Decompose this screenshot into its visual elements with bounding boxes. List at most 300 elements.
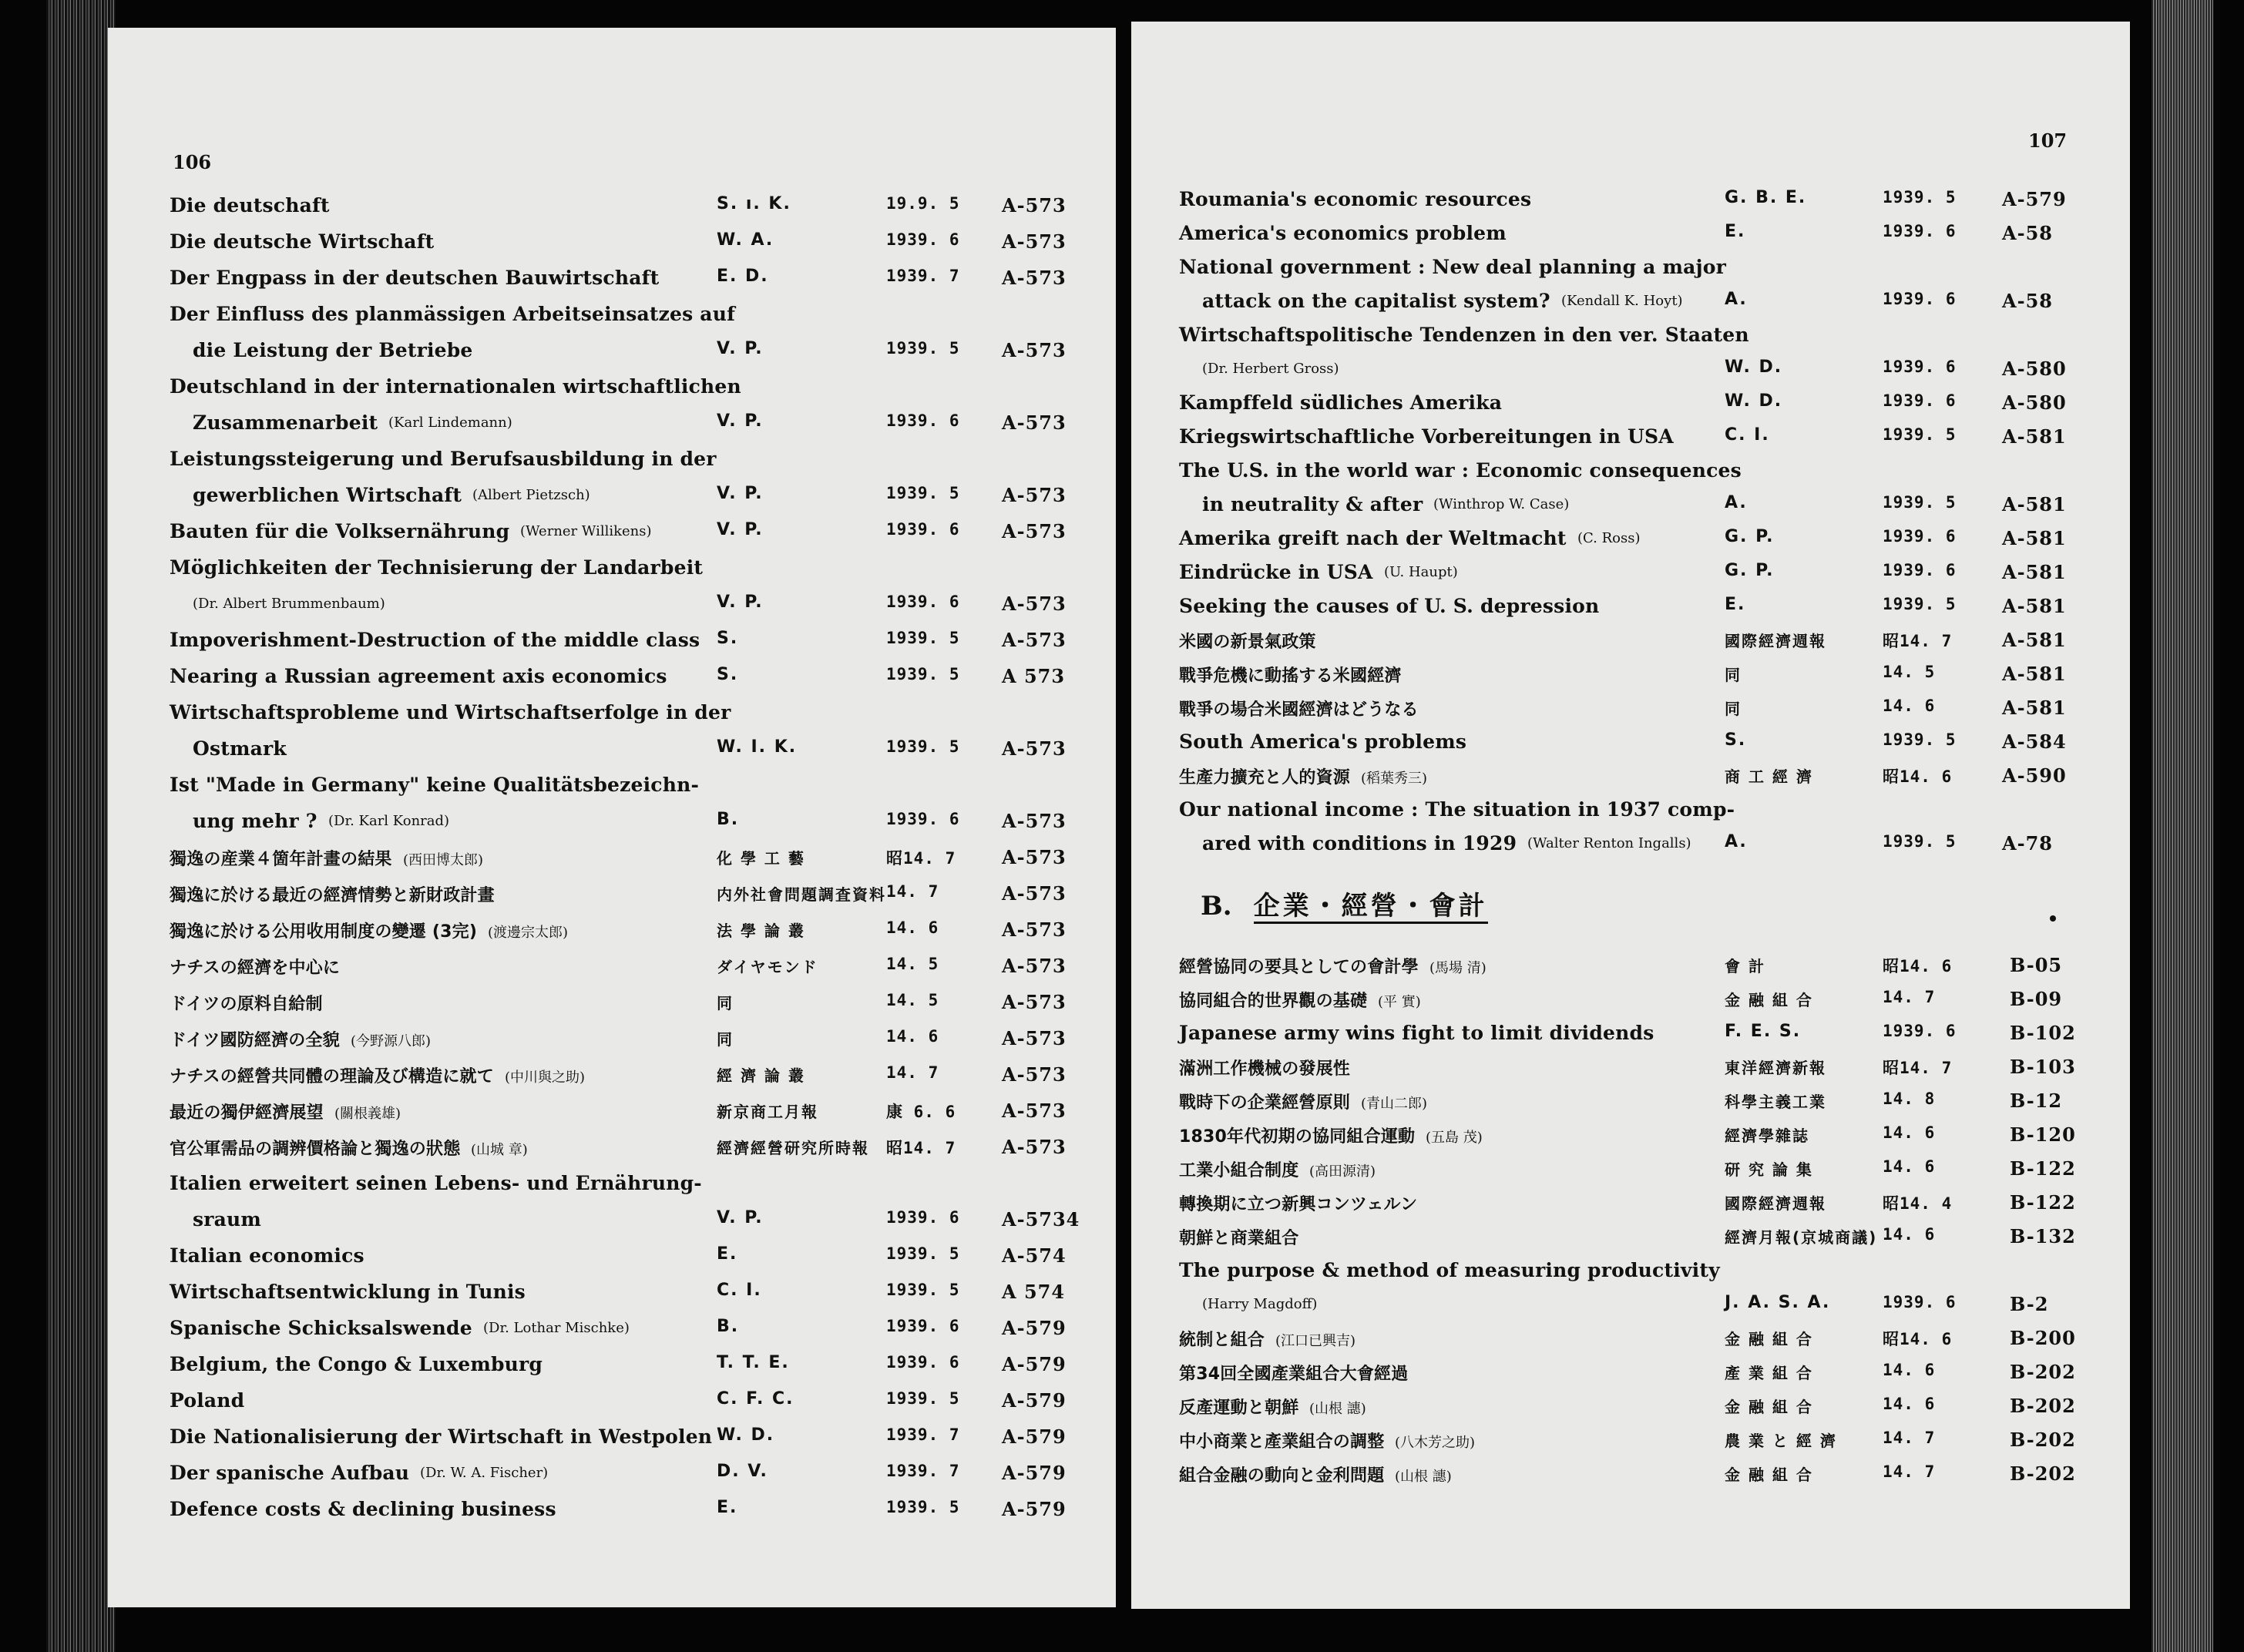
entry-title: Ostmark: [193, 737, 287, 760]
entry-date: 1939. 6: [886, 593, 960, 611]
entry-row: [1131, 222, 2130, 253]
entry-source: 金 融 組 合: [1725, 991, 1813, 1009]
entry-title: Poland: [170, 1389, 245, 1412]
entry-row: [108, 665, 1116, 696]
entry-source: 經濟經營研究所時報: [717, 1139, 869, 1157]
entry-code: B-12: [2010, 1090, 2063, 1112]
entry-date: 1939. 5: [886, 1498, 960, 1516]
entry-row: [108, 1136, 1116, 1167]
entry-row: [1131, 663, 2130, 693]
entry-code: A-581: [2002, 697, 2067, 719]
entry-row: [108, 339, 1116, 370]
entry-row: [108, 520, 1116, 551]
entry-title: Roumania's economic resources: [1179, 188, 1532, 210]
entry-row: [108, 1425, 1116, 1456]
entry-source: B.: [717, 1317, 740, 1336]
entry-title: Spanische Schicksalswende: [170, 1317, 472, 1339]
entry-date: 14. 6: [1883, 1361, 1936, 1379]
entry-code: B-202: [2010, 1462, 2076, 1485]
entry-source: S.: [717, 665, 739, 684]
entry-title: Wirtschaftsentwicklung in Tunis: [170, 1281, 526, 1303]
entry-author: (八木芳之助): [1395, 1435, 1476, 1451]
entry-code: A-581: [2002, 595, 2067, 617]
entry-title: ung mehr ?: [193, 810, 317, 832]
entry-row: [108, 484, 1116, 515]
entry-date: 昭14. 7: [1883, 632, 1953, 650]
entry-row: [1131, 358, 2130, 388]
entry-title: 獨逸の産業４箇年計畫の結果: [170, 850, 392, 869]
entry-title: 生產力擴充と人的資源: [1179, 768, 1351, 787]
entry-source: 經濟學雜誌: [1725, 1127, 1809, 1145]
entry-author: (Dr. Herbert Gross): [1202, 361, 1339, 377]
entry-row: [108, 1208, 1116, 1239]
entry-row: [108, 701, 1116, 732]
entry-date: 1939. 6: [886, 810, 960, 828]
entry-date: 14. 6: [1883, 697, 1936, 715]
entry-title: 中小商業と產業組合の調整: [1179, 1432, 1385, 1452]
entry-source: V. P.: [717, 1208, 764, 1227]
entry-title: Seeking the causes of U. S. depression: [1179, 595, 1600, 617]
entry-title: Wirtschaftsprobleme und Wirtschaftserfolge in der: [170, 701, 731, 724]
entry-date: 1939. 6: [1883, 358, 1957, 376]
entry-date: 1939. 6: [1883, 222, 1957, 240]
entry-date: 14. 5: [886, 955, 939, 973]
entry-row: [108, 1027, 1116, 1058]
entry-author: (Dr. Karl Konrad): [328, 813, 450, 829]
page-number: 106: [173, 151, 212, 173]
entry-code: A-581: [2002, 527, 2067, 549]
entry-row: [1131, 832, 2130, 863]
entry-source: V. P.: [717, 520, 764, 539]
entry-date: 14. 7: [1883, 1462, 1936, 1481]
entry-title: 最近の獨伊經濟展望: [170, 1103, 324, 1123]
entry-date: 1939. 6: [886, 1317, 960, 1335]
entry-row: [1131, 1090, 2130, 1120]
entry-source: C. F. C.: [717, 1389, 794, 1409]
entry-code: A-573: [1002, 1136, 1067, 1158]
entry-title: attack on the capitalist system?: [1202, 290, 1550, 312]
entry-row: [1131, 1022, 2130, 1053]
entry-title: 轉換期に立つ新興コンツェルン: [1179, 1195, 1418, 1214]
entry-title: Zusammenarbeit: [193, 411, 378, 434]
entry-author: (西田博太郎): [403, 852, 484, 868]
entry-title: 戰爭危機に動搖する米國經濟: [1179, 667, 1402, 686]
entry-code: B-202: [2010, 1361, 2076, 1383]
entry-row: [108, 918, 1116, 949]
entry-source: G. P.: [1725, 527, 1775, 546]
entry-code: A-573: [1002, 230, 1067, 253]
entry-code: A-573: [1002, 1100, 1067, 1122]
entry-title: 組合金融の動向と金利問題: [1179, 1466, 1385, 1486]
entry-source: A.: [1725, 493, 1748, 512]
entry-source: 新京商工月報: [717, 1103, 818, 1121]
entry-code: B-09: [2010, 988, 2063, 1010]
entry-row: [1131, 798, 2130, 829]
entry-title: 第34回全國產業組合大會經過: [1179, 1365, 1409, 1384]
entry-date: 1939. 5: [1883, 832, 1957, 851]
entry-row: [108, 955, 1116, 985]
entry-title: Our national income : The situation in 1937 comp-: [1179, 798, 1735, 821]
entry-title: National government : New deal planning a major: [1179, 256, 1726, 278]
entry-date: 昭14. 7: [1883, 1059, 1953, 1077]
entry-code: A-573: [1002, 411, 1067, 434]
entry-author: (山城 章): [471, 1142, 528, 1158]
entry-code: A-58: [2002, 222, 2053, 244]
entry-code: A-573: [1002, 882, 1067, 905]
entry-code: A 574: [1002, 1281, 1066, 1303]
entry-code: A-579: [2002, 188, 2067, 210]
entry-title: Kriegswirtschaftliche Vorbereitungen in USA: [1179, 425, 1674, 448]
entry-date: 14. 5: [886, 991, 939, 1009]
entry-date: 1939. 5: [886, 629, 960, 647]
entry-title: Bauten für die Volksernährung: [170, 520, 510, 542]
entry-code: A-573: [1002, 991, 1067, 1013]
entry-code: A-573: [1002, 918, 1067, 941]
section-letter: B.: [1201, 891, 1232, 922]
entry-source: V. P.: [717, 593, 764, 612]
entry-date: 1939. 5: [1883, 493, 1957, 512]
entry-code: A-573: [1002, 846, 1067, 868]
entry-row: [1131, 730, 2130, 761]
entry-code: A-584: [2002, 730, 2067, 753]
entry-author: (今野源八郎): [351, 1033, 432, 1049]
entry-source: B.: [717, 810, 740, 829]
entry-date: 1939. 6: [1883, 1022, 1957, 1040]
entry-date: 1939. 5: [1883, 595, 1957, 613]
entry-author: (C. Ross): [1577, 530, 1641, 546]
entry-row: [1131, 1361, 2130, 1392]
entry-code: B-122: [2010, 1157, 2076, 1180]
entry-row: [108, 1172, 1116, 1203]
entry-row: [108, 593, 1116, 623]
entry-author: (馬場 清): [1429, 960, 1486, 976]
entry-code: A-579: [1002, 1353, 1067, 1375]
entry-title: The purpose & method of measuring productivity: [1179, 1259, 1720, 1281]
entry-source: E.: [1725, 222, 1746, 241]
entry-source: C. I.: [717, 1281, 762, 1300]
entry-author: (Kendall K. Hoyt): [1561, 293, 1683, 309]
entry-title: Wirtschaftspolitische Tendenzen in den ver. Staaten: [1179, 324, 1749, 346]
entry-code: A-573: [1002, 267, 1067, 289]
entry-row: [108, 230, 1116, 261]
entry-source: 研 究 論 集: [1725, 1160, 1813, 1179]
entry-row: [108, 375, 1116, 406]
entry-title: Amerika greift nach der Weltmacht: [1179, 527, 1567, 549]
page-number: 107: [2028, 129, 2068, 152]
entry-source: A.: [1725, 832, 1748, 851]
entry-source: 金 融 組 合: [1725, 1466, 1813, 1484]
entry-source: 經 濟 論 叢: [717, 1066, 805, 1085]
entry-code: A-573: [1002, 484, 1067, 506]
entry-source: W. D.: [1725, 391, 1783, 411]
entry-title: Italian economics: [170, 1244, 364, 1267]
entry-code: A-573: [1002, 737, 1067, 760]
entry-author: (U. Haupt): [1384, 564, 1458, 580]
entry-source: 產 業 組 合: [1725, 1364, 1813, 1382]
entry-date: 1939. 5: [886, 484, 960, 502]
entry-date: 14. 7: [886, 1063, 939, 1082]
entry-row: [108, 1244, 1116, 1275]
entry-row: [1131, 1191, 2130, 1222]
entry-code: A-574: [1002, 1244, 1067, 1267]
entry-source: F. E. S.: [1725, 1022, 1802, 1041]
right-page-edges: [2152, 0, 2213, 1652]
entry-code: A-579: [1002, 1462, 1067, 1484]
entry-author: (山根 譓): [1395, 1469, 1452, 1485]
entry-row: [1131, 595, 2130, 626]
entry-date: 14. 6: [1883, 1225, 1936, 1244]
entry-row: [108, 1317, 1116, 1348]
entry-title: Der spanische Aufbau: [170, 1462, 410, 1484]
entry-date: 14. 7: [886, 882, 939, 901]
entry-date: 1939. 5: [886, 665, 960, 683]
entry-code: A-579: [1002, 1389, 1067, 1412]
entry-row: [1131, 1123, 2130, 1154]
entry-title: 協同組合的世界觀の基礎: [1179, 992, 1368, 1011]
entry-title: Der Engpass in der deutschen Bauwirtschaft: [170, 267, 660, 289]
entry-author: (五島 茂): [1426, 1130, 1483, 1146]
entry-title: Die deutsche Wirtschaft: [170, 230, 435, 253]
entry-code: A-573: [1002, 810, 1067, 832]
entry-date: 1939. 6: [1883, 290, 1957, 308]
entry-title: Die Nationalisierung der Wirtschaft in Westpolen: [170, 1425, 713, 1448]
entry-code: B-202: [2010, 1429, 2076, 1451]
entry-date: 1939. 6: [886, 411, 960, 430]
entry-source: J. A. S. A.: [1725, 1293, 1831, 1312]
entry-source: S.: [1725, 730, 1747, 750]
entry-author: (高田源清): [1309, 1163, 1376, 1180]
entry-title: 經營協同の要具としての會計學: [1179, 958, 1419, 977]
entry-date: 1939. 6: [886, 1353, 960, 1372]
entry-title: Die deutschaft: [170, 194, 330, 217]
entry-source: ダイヤモンド: [717, 958, 818, 976]
entry-date: 14. 6: [886, 918, 939, 937]
entry-title: 滿洲工作機械の發展性: [1179, 1059, 1351, 1079]
entry-title: ドイツの原料自給制: [170, 995, 323, 1014]
entry-code: B-202: [2010, 1395, 2076, 1417]
entry-source: 金 融 組 合: [1725, 1330, 1813, 1348]
entry-source: 國際經濟週報: [1725, 1194, 1826, 1213]
entry-code: A-573: [1002, 1063, 1067, 1086]
entry-row: [1131, 629, 2130, 660]
entry-title: South America's problems: [1179, 730, 1467, 753]
entry-code: A-581: [2002, 629, 2067, 651]
entry-title: Möglichkeiten der Technisierung der Landarbeit: [170, 556, 704, 579]
entry-date: 1939. 5: [1883, 188, 1957, 206]
entry-date: 14. 6: [1883, 1157, 1936, 1176]
entry-title: Nearing a Russian agreement axis economics: [170, 665, 667, 687]
entry-code: B-122: [2010, 1191, 2076, 1214]
entry-source: V. P.: [717, 411, 764, 431]
entry-title: The U.S. in the world war : Economic consequences: [1179, 459, 1742, 482]
entry-row: [108, 448, 1116, 478]
entry-code: A-573: [1002, 1027, 1067, 1049]
entry-title: 獨逸に於ける公用收用制度の變遷 (3完): [170, 922, 478, 942]
entry-row: [108, 411, 1116, 442]
left-page: [108, 28, 1116, 1607]
entry-title: Der Einfluss des planmässigen Arbeitseinsatzes auf: [170, 303, 736, 325]
right-page: [1131, 22, 2130, 1609]
entry-code: B-132: [2010, 1225, 2076, 1247]
entry-code: A-78: [2002, 832, 2053, 855]
entry-code: A-580: [2002, 358, 2067, 380]
entry-author: (江口已興吉): [1275, 1333, 1356, 1349]
entry-date: 1939. 5: [1883, 425, 1957, 444]
entry-title: Leistungssteigerung und Berufsausbildung in der: [170, 448, 717, 470]
entry-source: 商 工 經 濟: [1725, 767, 1813, 786]
entry-row: [1131, 697, 2130, 727]
entry-code: A-573: [1002, 955, 1067, 977]
entry-row: [1131, 527, 2130, 558]
entry-code: A-573: [1002, 339, 1067, 361]
entry-title: ドイツ國防經濟の全貌: [170, 1031, 340, 1050]
entry-row: [1131, 256, 2130, 287]
entry-row: [1131, 1462, 2130, 1493]
entry-date: 1939. 6: [886, 230, 960, 249]
entry-row: [1131, 459, 2130, 490]
entry-row: [108, 629, 1116, 660]
entry-source: 法 學 論 叢: [717, 922, 805, 940]
entry-author: (平 實): [1378, 994, 1421, 1010]
margin-dot: [2050, 915, 2056, 922]
entry-source: D. V.: [717, 1462, 768, 1481]
entry-author: (Walter Renton Ingalls): [1527, 835, 1691, 851]
entry-title: Italien erweitert seinen Lebens- und Ernährung-: [170, 1172, 702, 1194]
entry-date: 昭14. 4: [1883, 1194, 1953, 1213]
entry-row: [1131, 954, 2130, 985]
entry-title: 戰爭の場合米國經濟はどうなる: [1179, 700, 1419, 720]
entry-source: E.: [1725, 595, 1746, 614]
entry-author: (Albert Pietzsch): [472, 487, 590, 503]
entry-row: [108, 1100, 1116, 1130]
entry-date: 1939. 7: [886, 1425, 960, 1444]
entry-author: (稻葉秀三): [1361, 771, 1428, 787]
entry-code: A-58: [2002, 290, 2053, 312]
entry-code: B-2: [2010, 1293, 2049, 1315]
entry-row: [108, 267, 1116, 297]
entry-title: Deutschland in der internationalen wirtschaftlichen: [170, 375, 741, 398]
entry-title: 官公軍需品の調辨價格論と獨逸の狀態: [170, 1140, 461, 1159]
entry-source: V. P.: [717, 339, 764, 358]
entry-code: A-573: [1002, 593, 1067, 615]
entry-source: 國際經濟週報: [1725, 632, 1826, 650]
entry-title: Impoverishment-Destruction of the middle class: [170, 629, 700, 651]
entry-author: (Winthrop W. Case): [1433, 496, 1570, 512]
entry-row: [1131, 561, 2130, 592]
entry-source: G. B. E.: [1725, 188, 1807, 207]
entry-row: [1131, 324, 2130, 354]
entry-source: 科學主義工業: [1725, 1093, 1826, 1111]
entry-title: 朝鮮と商業組合: [1179, 1229, 1299, 1248]
entry-code: A-579: [1002, 1498, 1067, 1520]
entry-date: 1939. 5: [886, 1244, 960, 1263]
entry-source: 化 學 工 藝: [717, 849, 805, 868]
entry-code: A-581: [2002, 663, 2067, 685]
entry-source: G. P.: [1725, 561, 1775, 580]
entry-source: 同: [1725, 666, 1742, 684]
entry-author: (青山二郎): [1361, 1096, 1428, 1112]
entry-row: [1131, 188, 2130, 219]
entry-date: 14. 5: [1883, 663, 1936, 681]
entry-code: A-581: [2002, 561, 2067, 583]
entry-source: C. I.: [1725, 425, 1770, 445]
entry-row: [108, 1498, 1116, 1529]
entry-row: [108, 1353, 1116, 1384]
entry-code: B-05: [2010, 954, 2063, 976]
entry-title: America's economics problem: [1179, 222, 1507, 244]
entry-date: 昭14. 6: [1883, 1330, 1953, 1348]
entry-date: 1939. 7: [886, 267, 960, 285]
entry-source: 同: [1725, 700, 1742, 718]
left-page-edges: [46, 0, 116, 1652]
entry-date: 1939. 6: [1883, 561, 1957, 579]
section-heading: [1201, 885, 1488, 922]
entry-author: (Dr. Albert Brummenbaum): [193, 596, 385, 612]
entry-source: V. P.: [717, 484, 764, 503]
entry-author: (Dr. Lothar Mischke): [483, 1320, 630, 1336]
entry-title: sraum: [193, 1208, 262, 1231]
entry-source: 同: [717, 1030, 734, 1049]
entry-author: (Karl Lindemann): [388, 415, 512, 431]
entry-row: [108, 810, 1116, 841]
entry-title: ナチスの經營共同體の理論及び構造に就て: [170, 1067, 494, 1086]
entry-row: [108, 194, 1116, 225]
entry-author: (Werner Willikens): [520, 523, 652, 539]
entry-date: 1939. 6: [1883, 391, 1957, 410]
entry-row: [1131, 493, 2130, 524]
entry-code: A-581: [2002, 425, 2067, 448]
entry-code: A-573: [1002, 629, 1067, 651]
entry-date: 14. 7: [1883, 988, 1936, 1006]
entry-date: 1939. 5: [886, 1389, 960, 1408]
entry-source: E.: [717, 1498, 738, 1517]
entry-date: 昭14. 6: [1883, 767, 1953, 786]
entry-row: [108, 303, 1116, 334]
entry-title: 統制と組合: [1179, 1331, 1265, 1350]
entry-title: Kampffeld südliches Amerika: [1179, 391, 1503, 414]
entry-author: (Harry Magdoff): [1202, 1296, 1318, 1312]
entry-row: [1131, 1225, 2130, 1256]
entry-code: A 573: [1002, 665, 1066, 687]
entry-title: gewerblichen Wirtschaft: [193, 484, 462, 506]
entry-code: A-5734: [1002, 1208, 1080, 1231]
entry-title: Japanese army wins fight to limit dividends: [1179, 1022, 1654, 1044]
entry-date: 1939. 5: [886, 339, 960, 358]
entry-date: 14. 6: [886, 1027, 939, 1046]
entry-row: [108, 846, 1116, 877]
entry-title: 工業小組合制度: [1179, 1161, 1299, 1180]
entry-author: (中川與之助): [505, 1069, 586, 1086]
entry-date: 昭14. 7: [886, 849, 956, 868]
entry-row: [1131, 1395, 2130, 1425]
entry-row: [1131, 391, 2130, 422]
entry-title: Belgium, the Congo & Luxemburg: [170, 1353, 543, 1375]
entry-source: S. ı. K.: [717, 194, 791, 213]
entry-row: [1131, 1293, 2130, 1324]
entry-code: A-579: [1002, 1317, 1067, 1339]
entry-date: 昭14. 7: [886, 1139, 956, 1157]
entry-source: 金 融 組 合: [1725, 1398, 1813, 1416]
entry-row: [1131, 1056, 2130, 1086]
entry-code: A-580: [2002, 391, 2067, 414]
entry-row: [108, 1281, 1116, 1311]
entry-code: B-200: [2010, 1327, 2076, 1349]
entry-date: 昭14. 6: [1883, 957, 1953, 975]
entry-source: 農 業 と 經 濟: [1725, 1432, 1837, 1450]
entry-row: [108, 556, 1116, 587]
entry-date: 1939. 6: [1883, 1293, 1957, 1311]
entry-title: die Leistung der Betriebe: [193, 339, 473, 361]
